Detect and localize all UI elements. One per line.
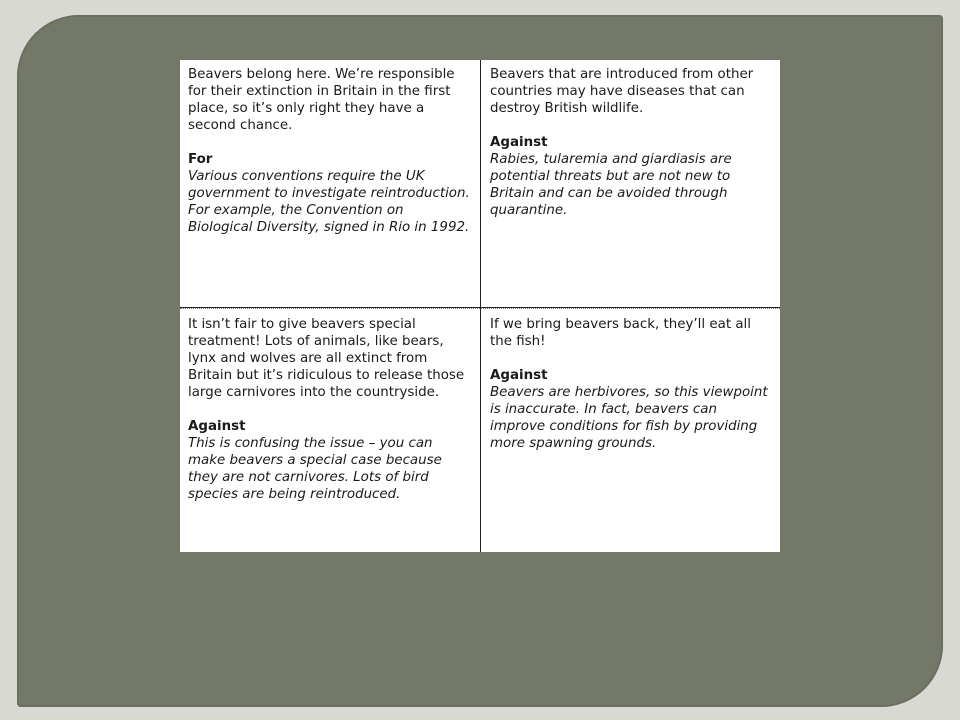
vertical-divider — [480, 60, 481, 552]
argument-card-bottom-right — [482, 310, 780, 552]
claim-text: Beavers belong here. We’re responsible for their extinction in Britain in the first place, so it’s only right they have a second chance. — [188, 67, 455, 133]
claim-text: If we bring beavers back, they’ll eat all the fish! — [490, 317, 751, 349]
rebuttal-text: Various conventions require the UK government to investigate reintroduction. For example, the Convention on Biological Diversity, signed in Rio in 1992. — [188, 169, 470, 235]
rebuttal-text: This is confusing the issue – you can make beavers a special case because they are not carnivores. Lots of bird species are being reintroduced. — [188, 436, 442, 502]
stance-heading: Against — [188, 419, 246, 434]
claim-text: It isn’t fair to give beavers special treatment! Lots of animals, like bears, lynx and wolves are all extinct from Britain but it’s ridiculous to release those large carnivores into the countryside. — [188, 317, 465, 400]
stance-heading: Against — [490, 368, 548, 383]
stance-heading: For — [188, 152, 213, 167]
stance-heading: Against — [490, 135, 548, 150]
rebuttal-text: Beavers are herbivores, so this viewpoint is inaccurate. In fact, beavers can improve conditions for fish by providing more spawning grounds. — [490, 385, 768, 451]
argument-card-bottom-left — [180, 310, 480, 552]
horizontal-divider — [180, 307, 780, 309]
argument-card-grid — [180, 60, 780, 552]
rebuttal-text: Rabies, tularemia and giardiasis are potential threats but are not new to Britain and can be avoided through quarantine. — [490, 152, 732, 218]
argument-card-top-left — [180, 60, 480, 308]
argument-card-top-right — [482, 60, 780, 308]
claim-text: Beavers that are introduced from other countries may have diseases that can destroy British wildlife. — [490, 67, 754, 116]
